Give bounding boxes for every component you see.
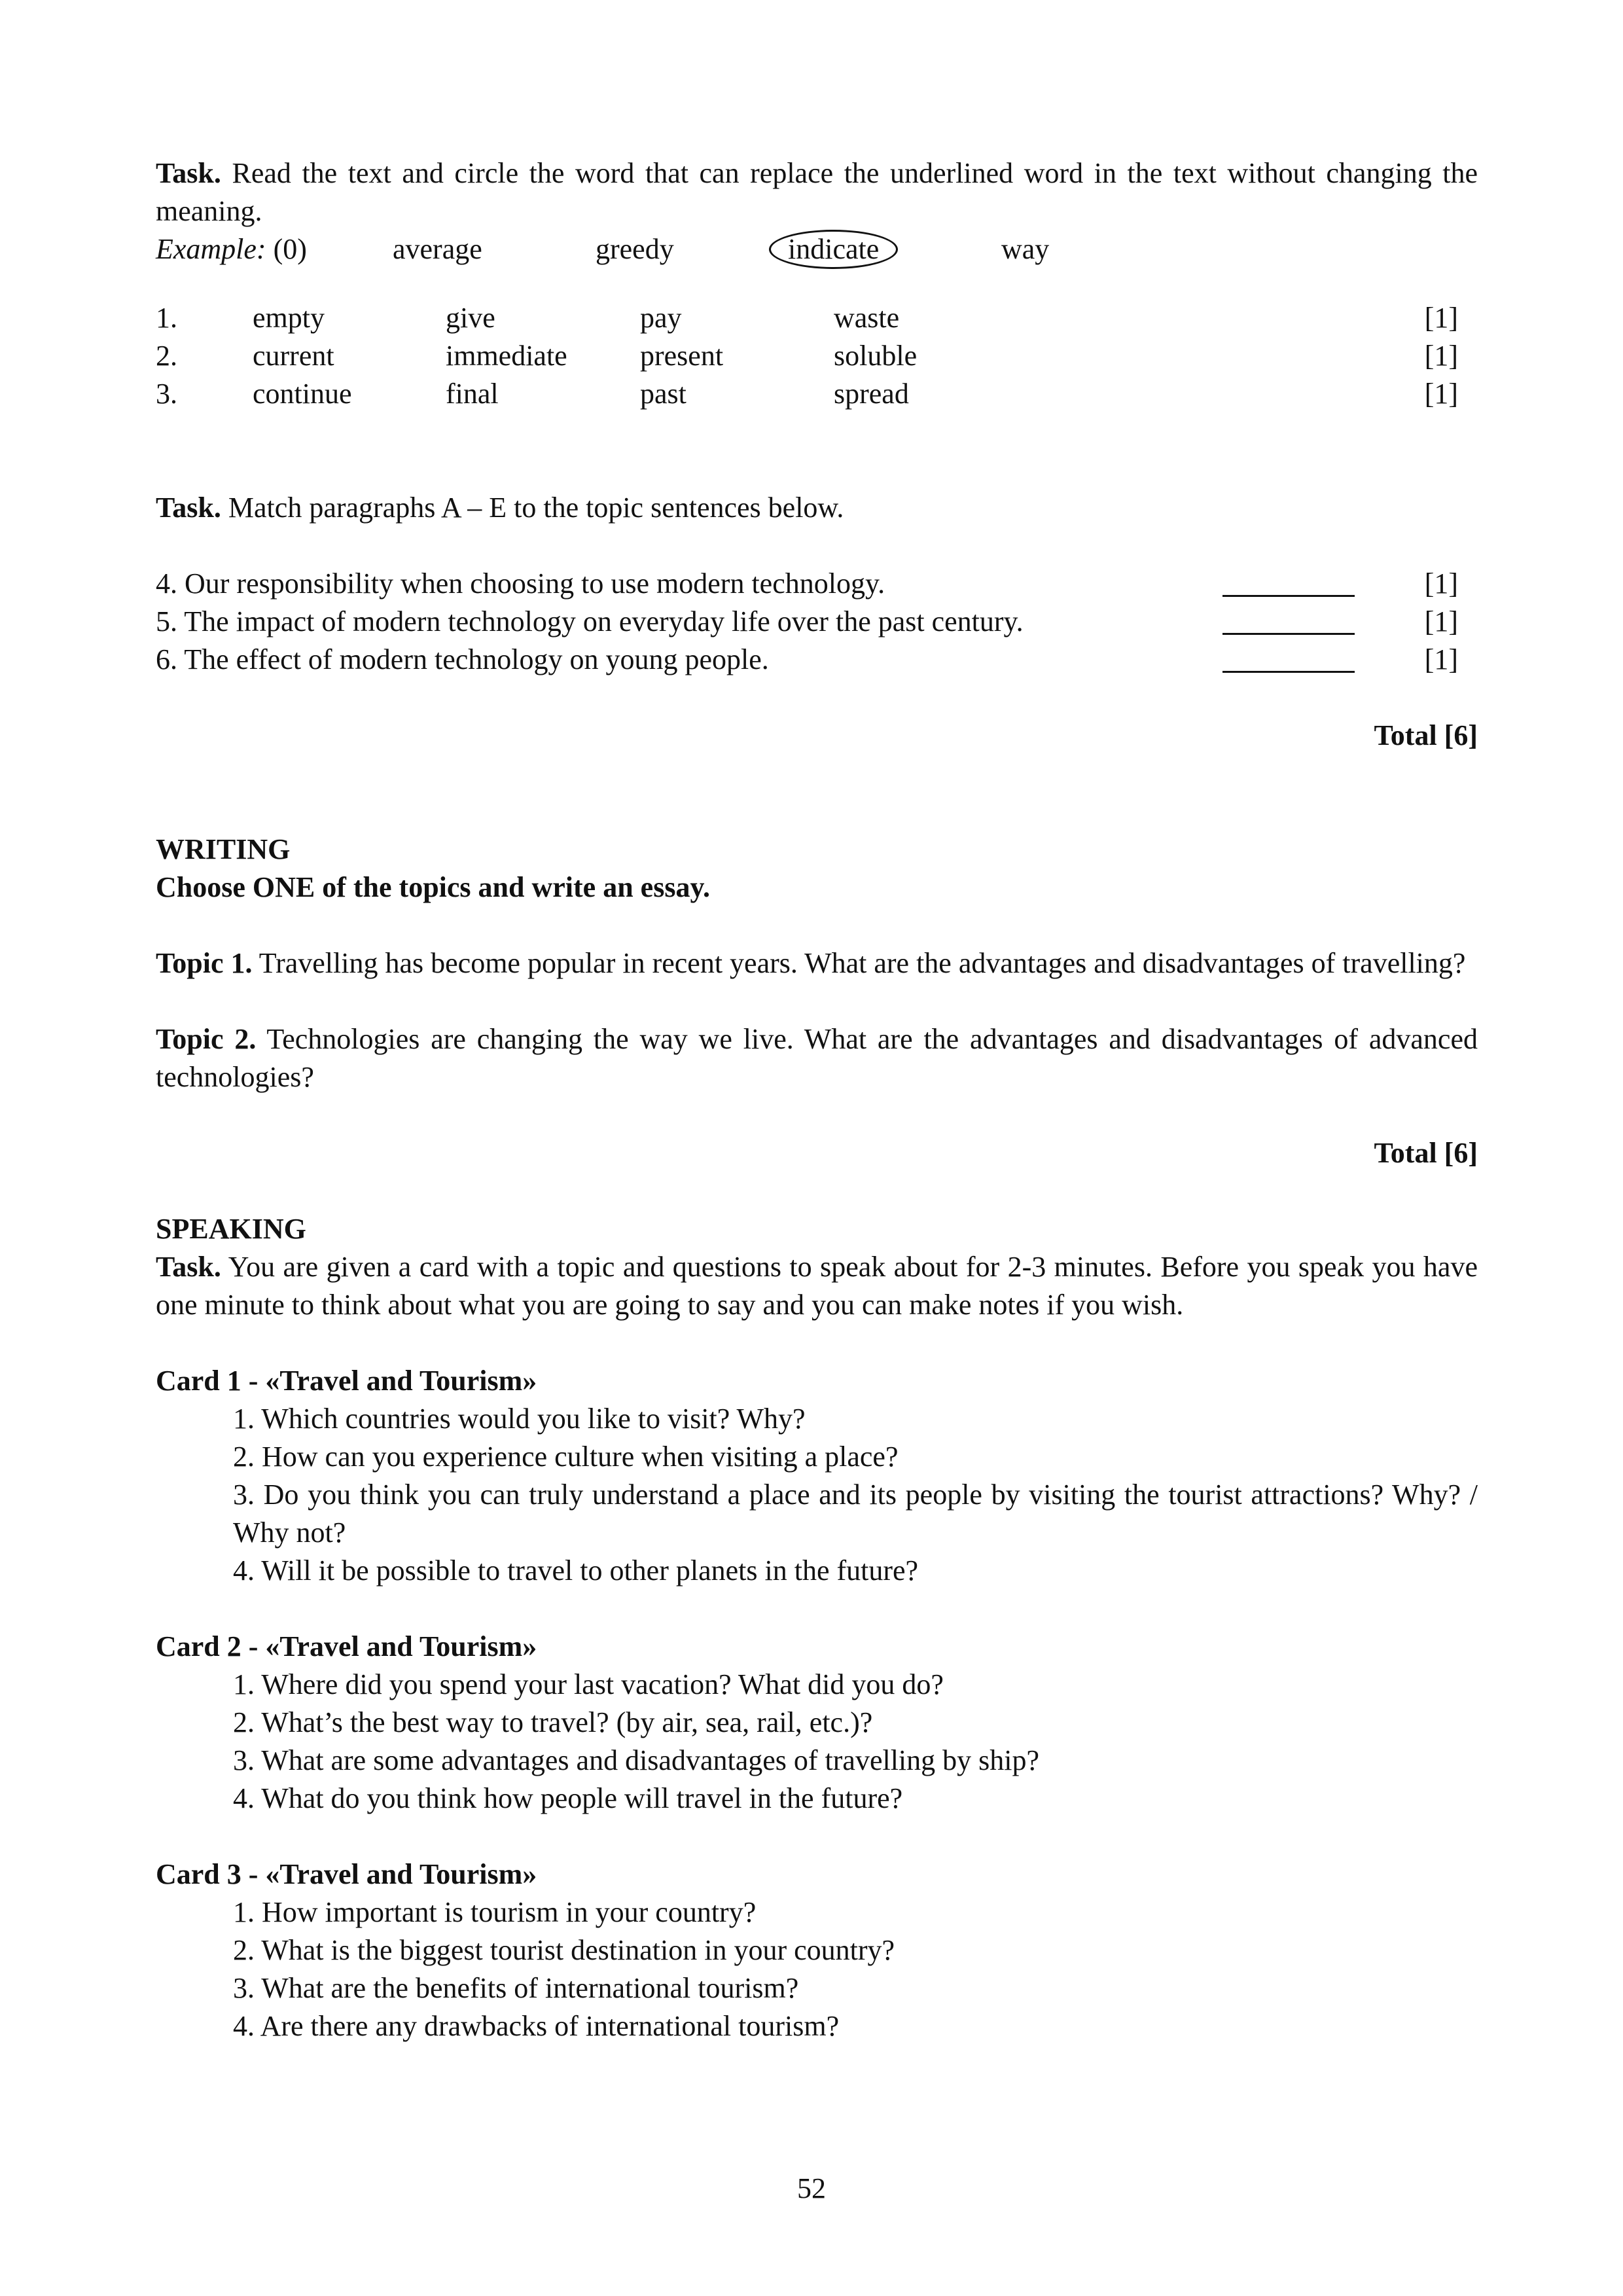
writing-topic-2 xyxy=(156,1020,1478,1096)
card-title: Card 3 - «Travel and Tourism» xyxy=(156,1858,537,1890)
example-option-2: greedy xyxy=(596,233,674,265)
mark: [1] xyxy=(1424,340,1458,372)
speaking-task xyxy=(156,1248,1478,1324)
option-row-number: 3. xyxy=(156,378,177,410)
option-word: waste xyxy=(834,302,900,334)
example-option-circled: indicate xyxy=(769,230,898,269)
option-word: past xyxy=(640,378,687,410)
task2-total: Total [6] xyxy=(1374,719,1478,751)
card-question: 3. Do you think you can truly understand a place and its people by visiting the tourist attractions? Why? / Why not? xyxy=(233,1479,1478,1549)
answer-blank[interactable] xyxy=(1222,603,1355,635)
mark: [1] xyxy=(1424,302,1458,334)
speaking-heading: SPEAKING xyxy=(156,1213,306,1245)
match-item-text: 4. Our responsibility when choosing to use modern technology. xyxy=(156,567,885,600)
card-3 xyxy=(156,1856,1478,2045)
option-row-1 xyxy=(156,299,1478,337)
card-1 xyxy=(156,1362,1478,1590)
option-row-number: 1. xyxy=(156,302,177,334)
topic-2-label: Topic 2. xyxy=(156,1023,257,1055)
option-word: current xyxy=(253,340,334,372)
example-option-1: average xyxy=(393,233,482,265)
option-word: empty xyxy=(253,302,325,334)
card-title: Card 1 - «Travel and Tourism» xyxy=(156,1365,537,1397)
card-question: 4. Are there any drawbacks of international tourism? xyxy=(233,2010,840,2042)
answer-blank[interactable] xyxy=(1222,565,1355,597)
option-row-2 xyxy=(156,337,1478,375)
card-question: 1. Which countries would you like to visit? Why? xyxy=(233,1403,806,1435)
task2-text: Match paragraphs A – E to the topic sentences below. xyxy=(228,492,844,524)
option-row-number: 2. xyxy=(156,340,177,372)
option-word: present xyxy=(640,340,724,372)
card-title: Card 2 - «Travel and Tourism» xyxy=(156,1630,537,1662)
example-option-4: way xyxy=(1001,233,1050,265)
speaking-task-text: You are given a card with a topic and questions to speak about for 2-3 minutes. Before you speak you have one minute to think about what you are going to say and you can make notes if you wish. xyxy=(156,1251,1478,1321)
document-page xyxy=(156,154,1478,2045)
card-question: 3. What are the benefits of international tourism? xyxy=(233,1972,799,2004)
card-question: 4. What do you think how people will travel in the future? xyxy=(233,1782,903,1814)
match-item-6 xyxy=(156,641,1478,679)
match-item-4 xyxy=(156,565,1478,603)
mark: [1] xyxy=(1424,605,1458,637)
task1-text: Read the text and circle the word that can replace the underlined word in the text without changing the meaning. xyxy=(156,157,1478,227)
option-word: continue xyxy=(253,378,352,410)
topic-1-label: Topic 1. xyxy=(156,947,253,979)
option-row-3 xyxy=(156,375,1478,413)
card-question: 4. Will it be possible to travel to other planets in the future? xyxy=(233,1554,919,1587)
card-question: 2. What’s the best way to travel? (by air, sea, rail, etc.)? xyxy=(233,1706,873,1738)
card-question: 1. How important is tourism in your country? xyxy=(233,1896,757,1928)
speaking-task-label: Task. xyxy=(156,1251,221,1283)
mark: [1] xyxy=(1424,567,1458,600)
match-item-5 xyxy=(156,603,1478,641)
writing-instruction: Choose ONE of the topics and write an essay. xyxy=(156,871,711,903)
card-question: 3. What are some advantages and disadvantages of travelling by ship? xyxy=(233,1744,1040,1776)
example-row xyxy=(156,230,1478,268)
writing-topic-1 xyxy=(156,944,1478,982)
card-question: 2. What is the biggest tourist destination in your country? xyxy=(233,1934,895,1966)
option-word: pay xyxy=(640,302,682,334)
writing-total: Total [6] xyxy=(1374,1137,1478,1169)
task2-instruction xyxy=(156,489,1478,527)
mark: [1] xyxy=(1424,643,1458,675)
answer-blank[interactable] xyxy=(1222,641,1355,673)
card-question: 2. How can you experience culture when visiting a place? xyxy=(233,1441,899,1473)
card-2 xyxy=(156,1628,1478,1818)
topic-1-text: Travelling has become popular in recent years. What are the advantages and disadvantages of travelling? xyxy=(259,947,1466,979)
match-item-text: 5. The impact of modern technology on everyday life over the past century. xyxy=(156,605,1024,637)
option-word: soluble xyxy=(834,340,918,372)
example-number: (0) xyxy=(273,233,307,265)
option-word: spread xyxy=(834,378,909,410)
example-label: Example: xyxy=(156,233,266,265)
task1-instruction xyxy=(156,154,1478,230)
option-word: final xyxy=(446,378,499,410)
page-number: 52 xyxy=(797,2172,826,2204)
match-item-text: 6. The effect of modern technology on young people. xyxy=(156,643,769,675)
mark: [1] xyxy=(1424,378,1458,410)
card-question: 1. Where did you spend your last vacation? What did you do? xyxy=(233,1668,944,1700)
task1-label: Task. xyxy=(156,157,221,189)
option-word: immediate xyxy=(446,340,567,372)
topic-2-text: Technologies are changing the way we live. What are the advantages and disadvantages of advanced technologies? xyxy=(156,1023,1478,1093)
writing-heading: WRITING xyxy=(156,833,291,865)
task2-label: Task. xyxy=(156,492,221,524)
option-word: give xyxy=(446,302,495,334)
